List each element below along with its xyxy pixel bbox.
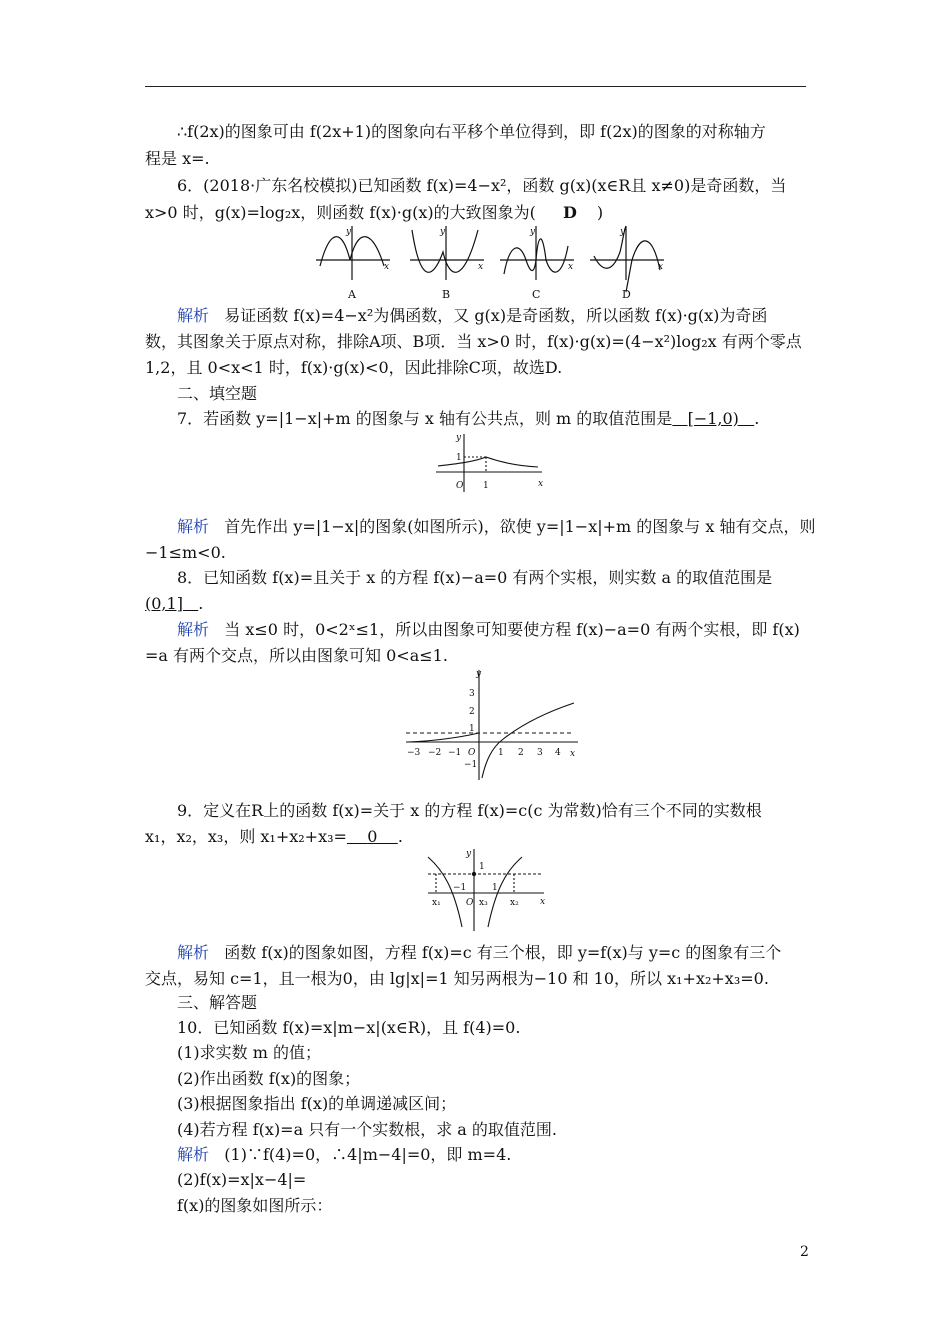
axis-x-label: x [658, 262, 664, 272]
analysis-6-line-3: 1,2，且 0<x<1 时，f(x)·g(x)<0，因此排除C项，故选D. [145, 358, 563, 377]
analysis-label: 解析 [177, 620, 210, 639]
question-9-text: x₁，x₂，x₃，则 x₁+x₂+x₃= [145, 827, 347, 846]
axis-x-label: x [478, 262, 484, 272]
tick-label: 1 [483, 481, 489, 491]
tick-label: −1 [453, 883, 467, 893]
answer-8 [145, 594, 198, 613]
answer-7-value: [−1,0) [687, 409, 739, 428]
analysis-6-line-2: 数，其图象关于原点对称，排除A项、B项．当 x>0 时，f(x)·g(x)=(4−x²)log₂x 有两个零点 [145, 332, 802, 351]
x-tick: −2 [428, 748, 442, 758]
analysis-8-line-1 [177, 620, 842, 640]
analysis-label: 解析 [177, 1145, 210, 1164]
figure-q7 [430, 430, 550, 496]
axis-y-label: y [456, 433, 462, 443]
analysis-9-line-1 [177, 943, 842, 963]
option-label-d: D [622, 288, 631, 301]
tick-label: 1 [456, 453, 462, 463]
analysis-text: (1)∵f(4)=0，∴4|m−4|=0，即 m=4. [224, 1145, 512, 1164]
answer-9 [347, 827, 398, 846]
option-label-c: C [532, 288, 541, 301]
question-10-part-3: (3)根据图象指出 f(x)的单调递减区间； [177, 1094, 457, 1113]
question-9-line-2 [145, 827, 810, 847]
root-label: x₁ [432, 898, 441, 908]
answer-8-value: (0,1] [145, 594, 183, 613]
analysis-6-line-1 [177, 306, 842, 326]
analysis-10-line-1 [177, 1145, 842, 1165]
analysis-label: 解析 [177, 943, 210, 962]
root-label: x₃ [479, 898, 488, 908]
paren-close: ) [596, 203, 604, 222]
question-8-line-1: 8．已知函数 f(x)=且关于 x 的方程 f(x)−a=0 有两个实根，则实数 a 的取值范围是 [177, 568, 773, 587]
axis-x-label: x [538, 479, 544, 489]
period: . [198, 594, 204, 613]
option-label-a: A [348, 288, 356, 301]
axis-y-label: y [466, 849, 472, 859]
x-tick: −3 [407, 748, 421, 758]
question-6-text: x>0 时，g(x)=log₂x，则函数 f(x)·g(x)的大致图象为( [145, 203, 536, 222]
question-7 [177, 409, 842, 429]
axis-y-label: y [530, 227, 536, 237]
analysis-label: 解析 [177, 306, 210, 325]
axis-y-label: y [476, 669, 482, 679]
question-9-line-1: 9．定义在R上的函数 f(x)=关于 x 的方程 f(x)=c(c 为常数)恰有三个不同的实数根 [177, 801, 762, 820]
origin-label: O [466, 898, 474, 908]
x-tick: 3 [537, 748, 543, 758]
text-line: 程是 x=. [145, 149, 210, 168]
answer-9-value: 0 [367, 827, 378, 846]
tick-label: 1 [479, 862, 485, 872]
question-10-part-4: (4)若方程 f(x)=a 只有一个实数根，求 a 的取值范围. [177, 1120, 558, 1139]
question-10-part-1: (1)求实数 m 的值； [177, 1043, 322, 1062]
analysis-7-line-1 [177, 517, 842, 537]
axis-x-label: x [570, 749, 576, 759]
analysis-10-line-3: f(x)的图象如图所示： [177, 1196, 333, 1215]
y-tick: 1 [469, 724, 475, 734]
analysis-9-line-2: 交点，易知 c=1，且一根为0，由 lg|x|=1 知另两根为−10 和 10，所以 x₁+x₂+x₃=0. [145, 969, 769, 988]
y-tick: −1 [464, 760, 478, 770]
page-number: 2 [800, 1244, 809, 1260]
axis-y-label: y [620, 227, 626, 237]
analysis-7-line-2: −1≤m<0. [145, 543, 226, 562]
y-tick: 3 [469, 689, 475, 699]
analysis-text: 函数 f(x)的图象如图，方程 f(x)=c 有三个根，即 y=f(x)与 y=c 的图象有三个 [224, 943, 782, 962]
analysis-text: 当 x≤0 时，0<2ˣ≤1，所以由图象可知要使方程 f(x)−a=0 有两个实根，即 f(x) [224, 620, 800, 639]
question-6-line-2 [145, 203, 810, 223]
analysis-label: 解析 [177, 517, 210, 536]
answer-6: D [562, 203, 577, 222]
answer-7 [672, 409, 754, 428]
figure-q8 [402, 664, 584, 784]
y-tick: 2 [469, 707, 475, 717]
origin-label: O [456, 481, 464, 491]
section-heading: 二、填空题 [177, 384, 258, 403]
axis-y-label: y [440, 227, 446, 237]
text-line: ∴f(2x)的图象可由 f(2x+1)的图象向右平移个单位得到，即 f(2x)的图象的对称轴方 [177, 122, 766, 141]
origin-label: O [468, 748, 476, 758]
root-label: x₂ [510, 898, 519, 908]
axis-x-label: x [540, 897, 546, 907]
question-10-part-2: (2)作出函数 f(x)的图象； [177, 1069, 361, 1088]
question-6-line-1: 6．(2018·广东名校模拟)已知函数 f(x)=4−x²，函数 g(x)(x∈R且 x≠0)是奇函数，当 [177, 176, 787, 195]
section-heading: 三、解答题 [177, 993, 258, 1012]
axis-x-label: x [384, 262, 390, 272]
x-tick: 2 [518, 748, 524, 758]
question-8-line-2 [145, 594, 810, 614]
analysis-text: 易证函数 f(x)=4−x²为偶函数，又 g(x)是奇函数，所以函数 f(x)·g(x)为奇函 [224, 306, 768, 325]
question-10: 10．已知函数 f(x)=x|m−x|(x∈R)，且 f(4)=0. [177, 1018, 521, 1037]
option-label-b: B [442, 288, 451, 301]
period: . [754, 409, 760, 428]
analysis-text: 首先作出 y=|1−x|的图象(如图所示)，欲使 y=|1−x|+m 的图象与 x 轴有交点，则 [224, 517, 816, 536]
x-tick: −1 [448, 748, 462, 758]
question-7-text: 7．若函数 y=|1−x|+m 的图象与 x 轴有公共点，则 m 的取值范围是 [177, 409, 673, 428]
header-rule [145, 86, 806, 87]
axis-y-label: y [346, 227, 352, 237]
figure-q6 [312, 222, 677, 304]
analysis-8-line-2: =a 有两个交点，所以由图象可知 0<a≤1. [145, 646, 448, 665]
x-tick: 1 [498, 748, 504, 758]
x-tick: 4 [555, 748, 561, 758]
tick-label: 1 [492, 883, 498, 893]
figure-q9 [426, 847, 548, 933]
period: . [397, 827, 403, 846]
axis-x-label: x [568, 262, 574, 272]
analysis-10-line-2: (2)f(x)=x|x−4|= [177, 1170, 307, 1189]
